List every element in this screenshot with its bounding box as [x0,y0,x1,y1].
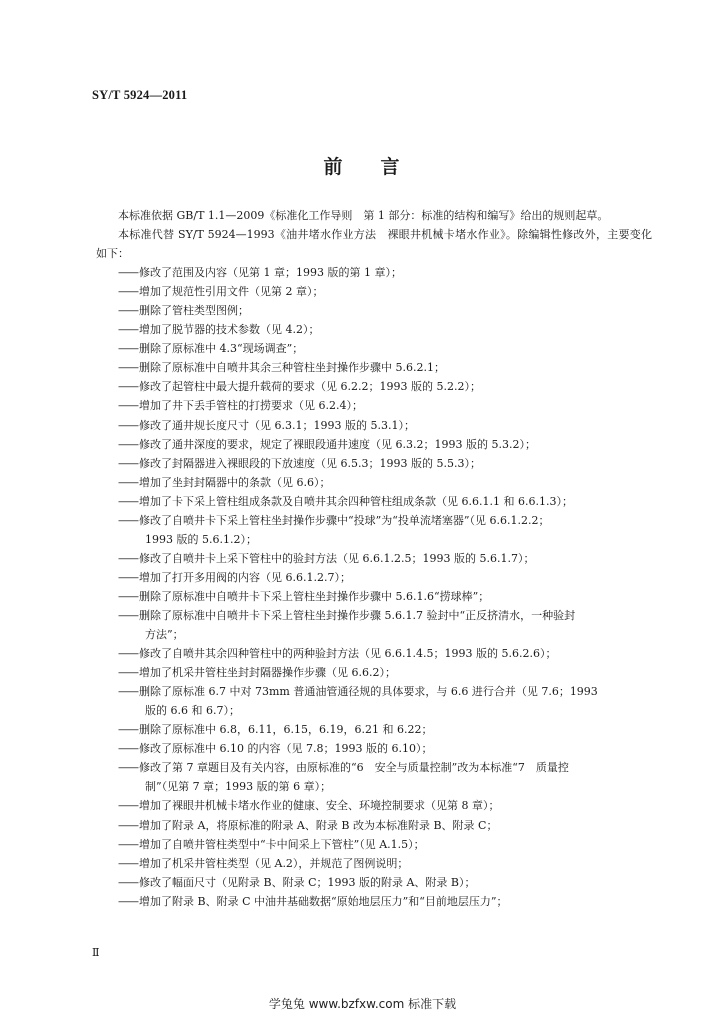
change-text-continued: 方法”； [145,628,184,642]
list-dash: —— [118,494,138,508]
change-item [96,835,652,854]
change-item [96,568,652,587]
list-dash: —— [118,589,138,603]
change-text: 增加了坐封封隔器中的条款（见 6.6）； [139,475,331,489]
list-dash: —— [118,666,138,680]
change-text: 修改了通井规长度尺寸（见 6.3.1；1993 版的 5.3.1）； [139,418,415,432]
change-item [96,301,652,320]
change-item [96,796,652,815]
page-title [0,152,725,179]
list-dash: —— [118,799,138,813]
change-text: 修改了第 7 章题目及有关内容，由原标准的“6 安全与质量控制”改为本标准“7 质量控 [139,761,569,775]
change-item [96,644,652,663]
change-text: 删除了管柱类型图例； [139,304,249,318]
list-dash: —— [118,380,138,394]
change-text: 删除了原标准 6.7 中对 73mm 普通油管通径规的具体要求，与 6.6 进行合并（见 7.6；1993 [139,685,598,699]
list-dash: —— [118,304,138,318]
change-item [96,892,652,911]
watermark: 学兔兔 www.bzfxw.com 标准下载 [268,997,457,1011]
list-dash: —— [118,399,138,413]
list-dash: —— [118,894,138,908]
change-text: 修改了起管柱中最大提升载荷的要求（见 6.2.2；1993 版的 5.2.2）； [139,380,481,394]
change-item [96,358,652,377]
change-item [96,854,652,873]
list-dash: —— [118,266,138,280]
title-char-1: 前 [323,156,345,178]
change-text: 增加了机采井管柱坐封封隔器操作步骤（见 6.6.2）； [139,666,396,680]
list-dash: —— [118,323,138,337]
list-dash: —— [118,456,138,470]
list-dash: —— [118,551,138,565]
list-dash: —— [118,608,138,622]
change-text: 修改了范围及内容（见第 1 章；1993 版的第 1 章）； [139,266,402,280]
list-dash: —— [118,761,138,775]
change-text-continued: 1993 版的 5.6.1.2）； [145,532,257,546]
change-item [96,320,652,339]
change-text: 增加了卡下采上管柱组成条款及自喷井其余四种管柱组成条款（见 6.6.1.1 和 6.6.1.3）； [139,494,573,508]
change-text: 删除了原标准中自喷井卡下采上管柱坐封操作步骤 5.6.1.7 验封中“正反挤清水，一种验封 [139,608,576,622]
list-dash: —— [118,285,138,299]
change-text-continued: 版的 6.6 和 6.7）； [145,704,240,718]
change-item [96,282,652,301]
changes-list [96,263,652,911]
list-dash: —— [118,685,138,699]
list-dash: —— [118,361,138,375]
list-dash: —— [118,742,138,756]
change-item [96,377,652,396]
change-text: 增加了打开多用阀的内容（见 6.6.1.2.7）； [139,570,351,584]
change-text: 增加了脱节器的技术参数（见 4.2）； [139,323,320,337]
change-item [96,606,652,644]
change-item [96,416,652,435]
change-text: 增加了附录 B、附录 C 中油井基础数据“原始地层压力”和“目前地层压力”； [139,894,508,908]
change-item [96,473,652,492]
change-item [96,663,652,682]
change-item [96,587,652,606]
change-text: 增加了附录 A，将原标准的附录 A、附录 B 改为本标准附录 B、附录 C； [139,818,498,832]
change-item [96,816,652,835]
change-text: 修改了自喷井其余四种管柱中的两种验封方法（见 6.6.1.4.5；1993 版的 5.6.2.6）； [139,647,557,661]
change-text: 修改了封隔器进入裸眼段的下放速度（见 6.5.3；1993 版的 5.5.3）； [139,456,481,470]
list-dash: —— [118,647,138,661]
change-item [96,758,652,796]
change-text: 增加了规范性引用文件（见第 2 章）； [139,285,324,299]
list-dash: —— [118,723,138,737]
change-text: 修改了自喷井卡下采上管柱坐封操作步骤中“投球”为“投单流堵塞器”（见 6.6.1.2.2； [139,513,550,527]
list-dash: —— [118,475,138,489]
list-dash: —— [118,818,138,832]
change-text: 增加了井下丢手管柱的打捞要求（见 6.2.4）； [139,399,363,413]
change-item [96,263,652,282]
list-dash: —— [118,875,138,889]
change-item [96,682,652,720]
list-dash: —— [118,837,138,851]
list-dash: —— [118,342,138,356]
change-text: 删除了原标准中 4.3“现场调查”； [139,342,304,356]
change-text: 删除了原标准中自喷井卡下采上管柱坐封操作步骤中 5.6.1.6“捞球棒”； [139,589,490,603]
document-code: SY/T 5924—2011 [92,88,188,102]
change-text: 修改了幅面尺寸（见附录 B、附录 C；1993 版的附录 A、附录 B）； [139,875,476,889]
change-text: 增加了机采井管柱类型（见 A.2），并规范了图例说明； [139,856,409,870]
change-item [96,454,652,473]
change-text: 删除了原标准中 6.8，6.11，6.15，6.19，6.21 和 6.22； [139,723,433,737]
change-item [96,396,652,415]
change-text-continued: 制”（见第 7 章；1993 版的第 6 章）； [145,780,332,794]
change-text: 删除了原标准中自喷井其余三种管柱坐封操作步骤中 5.6.2.1； [139,361,445,375]
preface-body [96,206,652,911]
list-dash: —— [118,570,138,584]
change-text: 修改了通井深度的要求，规定了裸眼段通井速度（见 6.3.2；1993 版的 5.3.2）； [139,437,536,451]
change-item [96,511,652,549]
change-item [96,492,652,511]
change-item [96,435,652,454]
list-dash: —— [118,437,138,451]
change-item [96,339,652,358]
list-dash: —— [118,513,138,527]
change-item [96,739,652,758]
list-dash: —— [118,418,138,432]
change-text: 修改了原标准中 6.10 的内容（见 7.8；1993 版的 6.10）； [139,742,433,756]
change-item [96,720,652,739]
change-item [96,549,652,568]
intro-paragraph-2: 本标准代替 SY/T 5924—1993《油井堵水作业方法 裸眼井机械卡堵水作业》。除编辑性修改外，主要变化如下： [96,228,652,261]
change-text: 增加了自喷井管柱类型中“卡中间采上下管柱”（见 A.1.5）； [139,837,425,851]
title-char-2: 言 [380,156,402,178]
page-number: Ⅱ [92,947,100,959]
change-item [96,873,652,892]
intro-paragraph-1: 本标准依据 GB/T 1.1—2009《标准化工作导则 第 1 部分：标准的结构和编写》给出的规则起草。 [118,209,609,222]
change-text: 增加了裸眼井机械卡堵水作业的健康、安全、环境控制要求（见第 8 章）； [139,799,500,813]
change-text: 修改了自喷井卡上采下管柱中的验封方法（见 6.6.1.2.5；1993 版的 5.6.1.7）； [139,551,535,565]
list-dash: —— [118,856,138,870]
